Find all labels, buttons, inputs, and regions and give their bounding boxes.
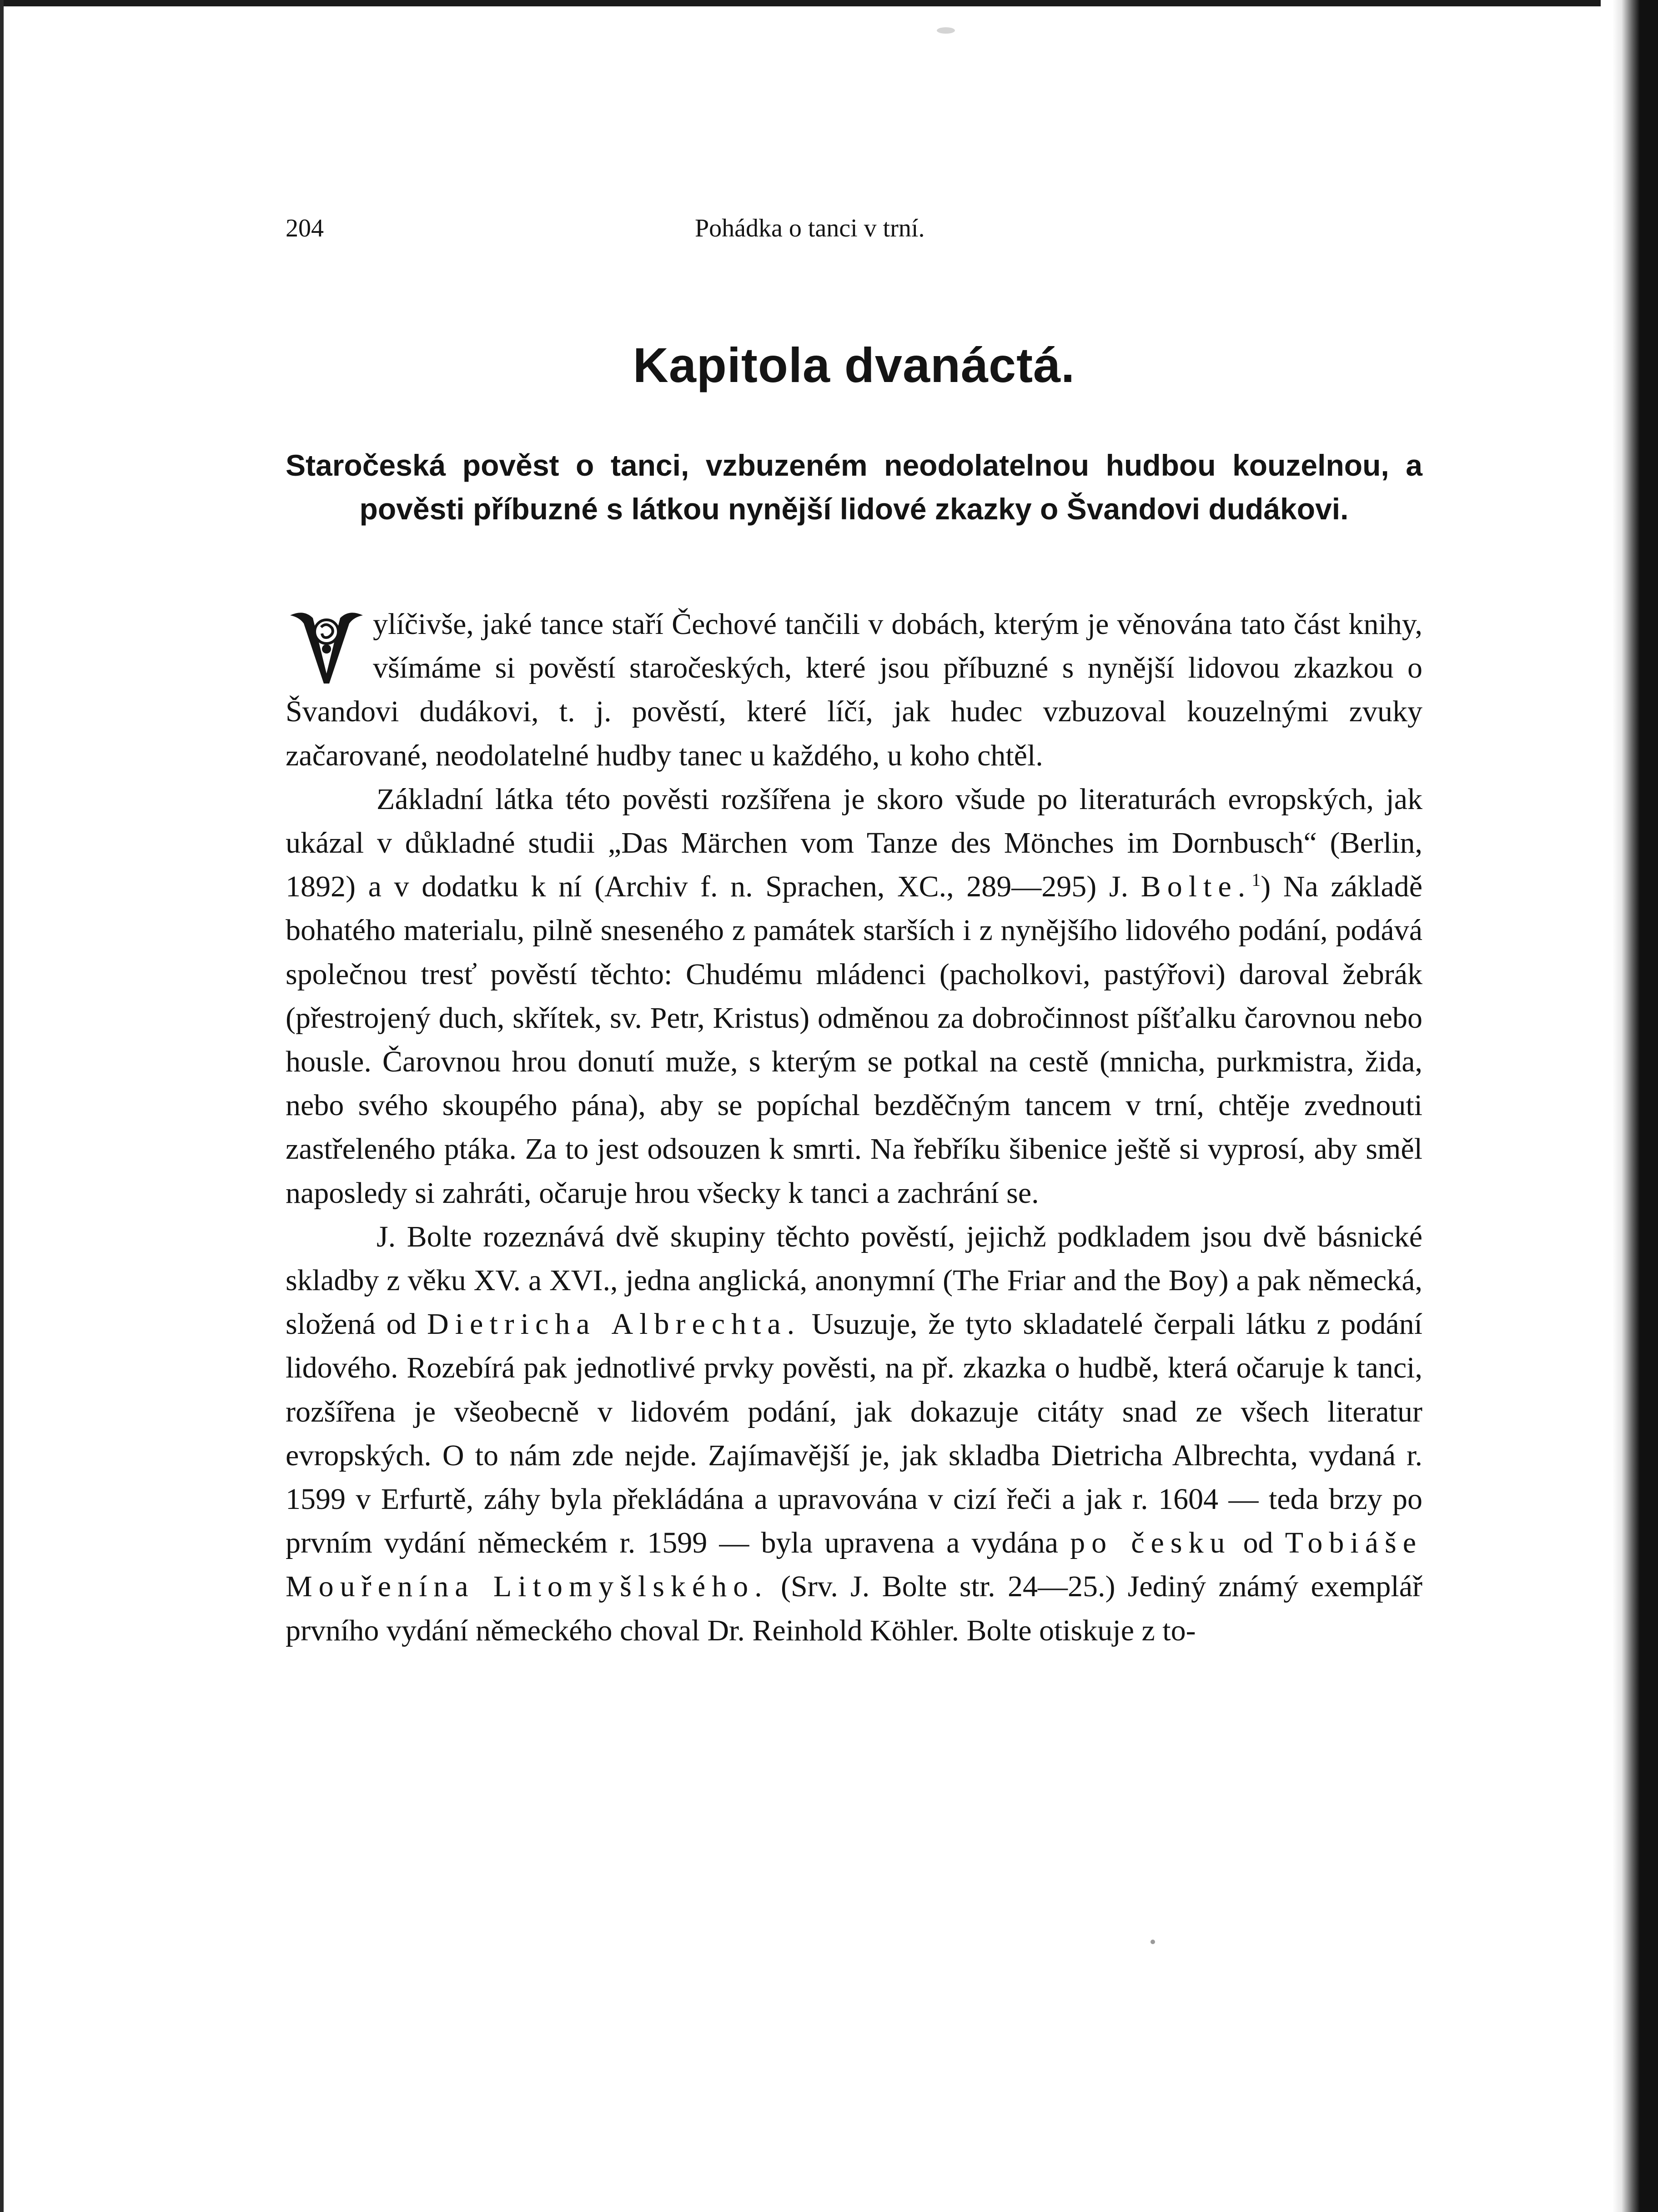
scan-speck (1151, 1940, 1155, 1944)
paragraph-2 (286, 778, 1422, 1215)
running-head (286, 214, 1422, 246)
author-name-mourenin: Tobiáše Mouřenína Litomyšlského. (286, 1526, 1423, 1604)
scan-speck (937, 27, 955, 34)
page-number: 204 (286, 214, 324, 242)
paragraph-2-text-a: Základní látka této pověsti rozšířena je skoro všude po literaturách evropských, jak ukázal v důkladné studii „Das Märchen vom Tanze des Mönches im Dornbusch“ (Berlin, 1892) a v dodatku k ní (Archiv f. n. Sprachen, XC., 289—295) J. (286, 782, 1422, 904)
paragraph-3-text-a: J. Bolte rozeznává dvě skupiny těchto pověstí, jejichž podkladem jsou dvě básnické skladby z věku XV. a XVI., jedna anglická, anonymní (The Friar and the Boy) a pak německá, složená od (286, 1220, 1422, 1341)
running-title: Pohádka o tanci v trní. (695, 214, 925, 242)
paragraph-1-text: ylíčivše, jaké tance staří Čechové tančili v dobách, kterým je věnována tato část knihy, všímáme si pověstí staročeských, které jsou příbuzné s nynější lidovou zkazkou o Švandovi dudákovi, t. j. pověstí, které líčí, jak hudec vzbuzoval kouzelnými zvuky začarované, neodolatelné hudby tanec u každého, u koho chtěl. (286, 608, 1422, 772)
chapter-title: Kapitola dvanáctá. (633, 337, 1075, 392)
author-name-bolte: Bolte. (1141, 870, 1252, 904)
chapter-subtitle: Staročeská pověst o tanci, vzbuzeném neodolatelnou hudbou kouzelnou, a pověsti příbuzné s látkou nynější lidové zkazky o Švandovi dudákovi. (286, 448, 1422, 526)
paragraph-3-text-d: (Srv. J. Bolte str. 24—25.) Jediný známý exemplář prvního vydání německého choval Dr. Reinhold Köhler. Bolte otiskuje z to- (286, 1570, 1423, 1647)
scan-border-right (1613, 0, 1658, 2212)
paragraph-3 (286, 1215, 1422, 1653)
scan-border-top (0, 0, 1601, 6)
paragraph-3-text-b: Usuzuje, že tyto skladatelé čerpali látku z podání lidového. Rozebírá pak jednotlivé prvky pověsti, na př. zkazka o hudbě, která očaruje k tanci, rozšířena je všeobecně v lidovém podání, jak dokazuje citáty snad ze všech literatur evropských. O to nám zde nejde. Zajímavější je, jak skladba Dietricha Albrechta, vydaná r. 1599 v Erfurtě, záhy byla překládána a upravována v cizí řeči a jak r. 1604 — teda brzy po prvním vydání německém r. 1599 — byla upravena a vydána (286, 1307, 1422, 1560)
footnote-ref: 1 (1251, 870, 1261, 890)
ornamental-initial-icon (286, 605, 367, 687)
paragraph-1 (286, 603, 1422, 778)
paragraph-2-text-b: ) Na základě bohatého materialu, pilně sneseného z památek starších i z nynějšího lidového podání, podává společnou tresť pověstí těchto: Chudému mládenci (pacholkovi, pastýřovi) daroval žebrák (přestrojený duch, skřítek, sv. Petr, Kristus) odměnou za dobročinnost píšťalku čarovnou nebo housle. Čarovnou hrou donutí muže, s kterým se potkal na cestě (mnicha, purkmistra, žida, nebo svého skoupého pána), aby se popíchal bezděčným tancem v trní, chtěje zvednouti zastřeleného ptáka. Za to jest odsouzen k smrti. Na řebříku šibenice ještě si vyprosí, aby směl naposledy si zahráti, očaruje hrou všecky k tanci a zachrání se. (286, 870, 1423, 1210)
phrase-po-cesku: po česku (1070, 1526, 1231, 1560)
paragraph-3-text-c: od (1243, 1526, 1273, 1560)
scan-border-left (0, 0, 4, 2212)
body-text (286, 603, 1422, 1653)
author-name-albrecht: Dietricha Albrechta. (427, 1307, 801, 1341)
